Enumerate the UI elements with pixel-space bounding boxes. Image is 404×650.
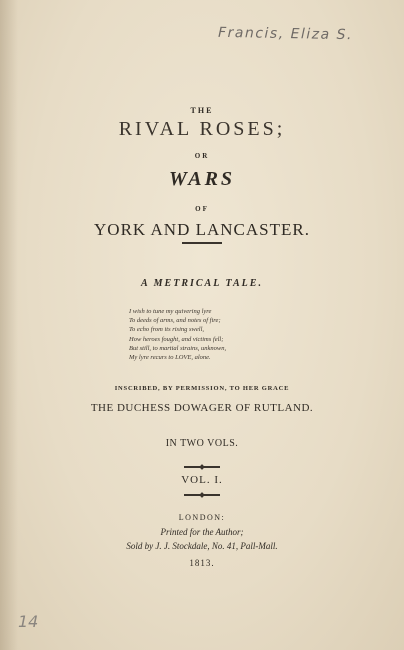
epigraph-verse <box>129 307 329 362</box>
ornament-rule <box>184 466 220 468</box>
handwritten-note: Francis, Eliza S. <box>217 24 354 44</box>
subtitle: A METRICAL TALE. <box>141 278 263 289</box>
verse-line: I wish to tune my quivering lyre <box>129 308 212 315</box>
verse-line: How heroes fought, and victims fell; <box>129 335 224 343</box>
ornament-diamond <box>199 464 205 470</box>
title-of: OF <box>195 205 209 213</box>
dedication-line: INSCRIBED, BY PERMISSION, TO HER GRACE <box>114 385 290 392</box>
volume-count: IN TWO VOLS. <box>165 438 239 449</box>
dedication-name: THE DUCHESS DOWAGER OF RUTLAND. <box>90 402 314 414</box>
title-the: THE <box>190 106 214 115</box>
volume-number: VOL. I. <box>181 474 223 486</box>
ornament-rule <box>184 494 220 496</box>
title-york: YORK AND LANCASTER. <box>94 220 310 239</box>
pencil-mark: 14 <box>18 612 39 631</box>
verse-line: To deeds of arms, and notes of fire; <box>129 317 221 325</box>
title-rule <box>182 242 222 244</box>
verse-line: My lyre recurs to LOVE, alone. <box>129 354 211 362</box>
verse-line: But still, to martial strains, unknown, <box>129 344 227 352</box>
binding-shadow <box>0 0 18 650</box>
imprint-city: LONDON: <box>178 513 226 522</box>
title-main: RIVAL ROSES; <box>118 118 286 140</box>
imprint-printed: Printed for the Author; <box>160 527 244 537</box>
imprint-sold: Sold by J. J. Stockdale, No. 41, Pall-Mall. <box>126 541 278 551</box>
imprint-year: 1813. <box>189 558 215 568</box>
title-or: OR <box>194 152 210 160</box>
title-wars: WARS <box>168 168 236 190</box>
ornament-diamond <box>199 492 205 498</box>
verse-line: To echo from its rising swell, <box>129 326 205 334</box>
